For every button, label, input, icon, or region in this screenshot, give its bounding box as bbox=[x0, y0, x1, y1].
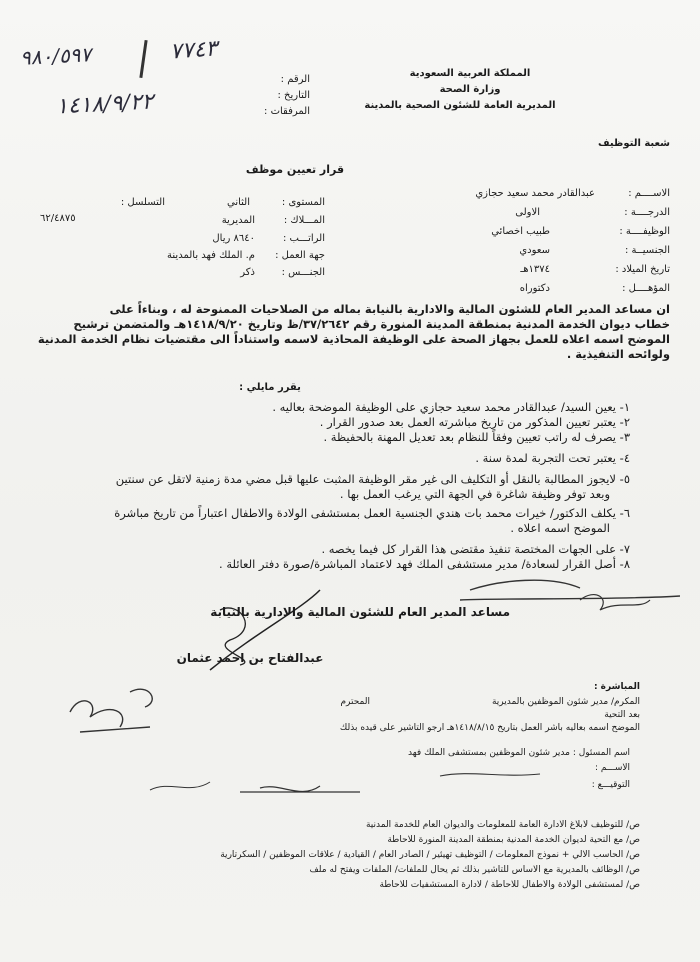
position-workplace: م. الملك فهد بالمدينة bbox=[167, 250, 255, 261]
level-label: المستوى : bbox=[281, 197, 325, 208]
salary-label: الراتـــب : bbox=[282, 233, 325, 244]
signatory-name: عبدالفتاح بن احمد عثمان bbox=[176, 651, 324, 665]
commencement-handwriting bbox=[140, 770, 560, 810]
nationality-label: الجنسيــة : bbox=[624, 245, 670, 256]
employee-name: عبدالقادر محمد سعيد حجازي bbox=[475, 188, 595, 199]
decision-items bbox=[40, 400, 630, 572]
responsible-sign-label: التوقيـــع : bbox=[591, 780, 630, 790]
employee-qualification: دكتوراه bbox=[519, 283, 550, 294]
position-gender: ذكر bbox=[240, 267, 255, 278]
decision-item: ٦- يكلف الدكتور/ خيرات محمد بات هندي الجنسية العمل بمستشفى الولادة والاطفال اعتباراً من تاريخ مباشرة bbox=[114, 506, 630, 520]
preamble-line: الموضح اسمه اعلاه للعمل بجهاز الصحة على الوظيفة المحاذية لاسمه واستناداً الى مقتضيات نظام الخدمة المدنية bbox=[37, 332, 670, 346]
workplace-label: جهة العمل : bbox=[275, 250, 325, 261]
gender-label: الجنـــس : bbox=[281, 267, 325, 278]
decision-item: ٥- لايجوز المطالبة بالنقل أو التكليف الى غير مقر الوظيفة المثبت عليها قبل مضي مدة زمنية لاتقل عن سنتين bbox=[115, 472, 630, 486]
grade-label: الدرجــــة : bbox=[624, 207, 670, 218]
attachments-label: المرفقات : bbox=[264, 106, 310, 117]
name-label: الاســــم : bbox=[628, 188, 670, 199]
birth-label: تاريخ الميلاد : bbox=[615, 264, 670, 275]
employee-nationality: سعودي bbox=[519, 245, 550, 256]
country-name: المملكة العربية السعودية bbox=[409, 68, 531, 79]
position-level: الثاني bbox=[226, 197, 250, 208]
commencement-to: المكرم/ مدير شئون الموظفين بالمديرية bbox=[491, 697, 640, 707]
decision-item: وبعد توفر وظيفة شاغرة في الجهة التي يرغب العمل بها . bbox=[339, 487, 610, 501]
decision-item: ٤- يعتبر تحت التجربة لمدة سنة . bbox=[475, 451, 630, 465]
handwritten-ref-number2: ٩٨٠/٥٩٧ bbox=[19, 42, 92, 70]
cadre-label: المـــلاك : bbox=[283, 215, 325, 226]
decision-item: ٧- على الجهات المختصة تنفيذ مقتضى هذا القرار كل فيما يخصه . bbox=[321, 542, 630, 556]
preamble-line: ان مساعد المدير العام للشئون المالية والادارية بالنيابة بماله من الصلاحيات الممنوحة له ، وبناءاً على bbox=[109, 302, 670, 316]
serial-label: التسلسل : bbox=[120, 197, 165, 208]
responsible-official: اسم المسئول : مدير شئون الموظفين بمستشفى الملك فهد bbox=[408, 748, 630, 758]
position-serial: ٦٢/٤٨٧٥ bbox=[40, 213, 76, 224]
ministry-name: وزارة الصحة bbox=[439, 84, 501, 95]
decision-item: ٨- أصل القرار لسعادة/ مدير مستشفى الملك فهد لاعتماد المباشرة/صورة دفتر العائلة . bbox=[219, 557, 630, 571]
handwritten-ref-number: ٧٧٤٣ bbox=[169, 36, 219, 65]
signatory-office: مساعد المدير العام للشئون المالية والادارية بالنيابة bbox=[210, 605, 510, 619]
employee-grade: الاولى bbox=[515, 207, 540, 218]
decision-item: الموضح اسمه اعلاه . bbox=[510, 521, 610, 535]
directorate-name: المديرية العامة للشئون الصحية بالمدينة bbox=[364, 100, 556, 111]
handwritten-signature bbox=[60, 672, 180, 742]
copy-line: ص/ للتوظيف لابلاغ الادارة العامة للمعلومات والديوان العام للخدمة المدنية bbox=[365, 820, 640, 830]
decision-item: ٢- يعتبر تعيين المذكور من تاريخ مباشرته العمل بعد صدور القرار . bbox=[319, 415, 630, 429]
position-cadre: المديرية bbox=[221, 215, 255, 226]
position-salary: ٨٦٤٠ ريال bbox=[212, 233, 255, 244]
commencement-respected: المحترم bbox=[340, 697, 370, 707]
job-label: الوظيفــــة : bbox=[619, 226, 670, 237]
commencement-greeting: بعد التحية bbox=[604, 710, 640, 720]
number-label: الرقم : bbox=[280, 74, 310, 85]
section-label: شعبة التوظيف bbox=[597, 138, 670, 149]
page-title: قرار تعيين موظف bbox=[245, 163, 345, 176]
copy-line: ص/ مع التحية لديوان الخدمة المدنية بمنطقة المدينة المنورة للاحاطة bbox=[387, 835, 640, 845]
decision-item: ١- يعين السيد/ عبدالقادر محمد سعيد حجازي على الوظيفة الموضحة بعاليه . bbox=[272, 400, 630, 414]
copy-line: ص/ الوظائف بالمديرية مع الاساس للتاشير بذلك ثم يحال للملفات/ الملفات ويفتح له ملف bbox=[309, 865, 640, 875]
commencement-text: الموضح اسمه بعاليه باشر العمل بتاريخ ١٤١٨/٨/١٥هـ ارجو التاشير على قيده بذلك bbox=[339, 723, 640, 733]
decision-item: ٣- يصرف له راتب تعيين وفقاً للنظام بعد تعديل المهنة بالحفيظة . bbox=[323, 430, 630, 444]
preamble bbox=[30, 302, 670, 362]
qualification-label: المؤهــــل : bbox=[622, 283, 670, 294]
copies-list bbox=[100, 818, 640, 893]
commencement-title: المباشرة : bbox=[593, 682, 640, 692]
decides-heading: يقرر مايلي : bbox=[239, 382, 301, 393]
preamble-line: ولوائحه التنفيذية . bbox=[566, 347, 670, 361]
employee-job: طبيب اخصائي bbox=[491, 226, 550, 237]
preamble-line: خطاب ديوان الخدمة المدنية بمنطقة المدينة المنورة رقم ٣٧/٢٦٤٢/ظ وتاريخ ١٤١٨/٩/٢٠هـ والمتضمن ترشيح bbox=[73, 317, 670, 331]
employee-birth: ١٣٧٤هـ bbox=[520, 264, 550, 275]
copy-line: ص/ الحاسب الالي + نموذج المعلومات / التوظيف تهيئير / الصادر العام / القيادية / علاقات الموظفين / السكرتارية bbox=[220, 850, 640, 860]
date-label: التاريخ : bbox=[277, 90, 310, 101]
copy-line: ص/ لمستشفى الولادة والاطفال للاحاطة / لادارة المستشفيات للاحاطة bbox=[379, 880, 640, 890]
responsible-name-label: الاســـم : bbox=[595, 763, 630, 773]
handwritten-ref-date: ١٤١٨/٩/٢٢ bbox=[55, 89, 155, 120]
